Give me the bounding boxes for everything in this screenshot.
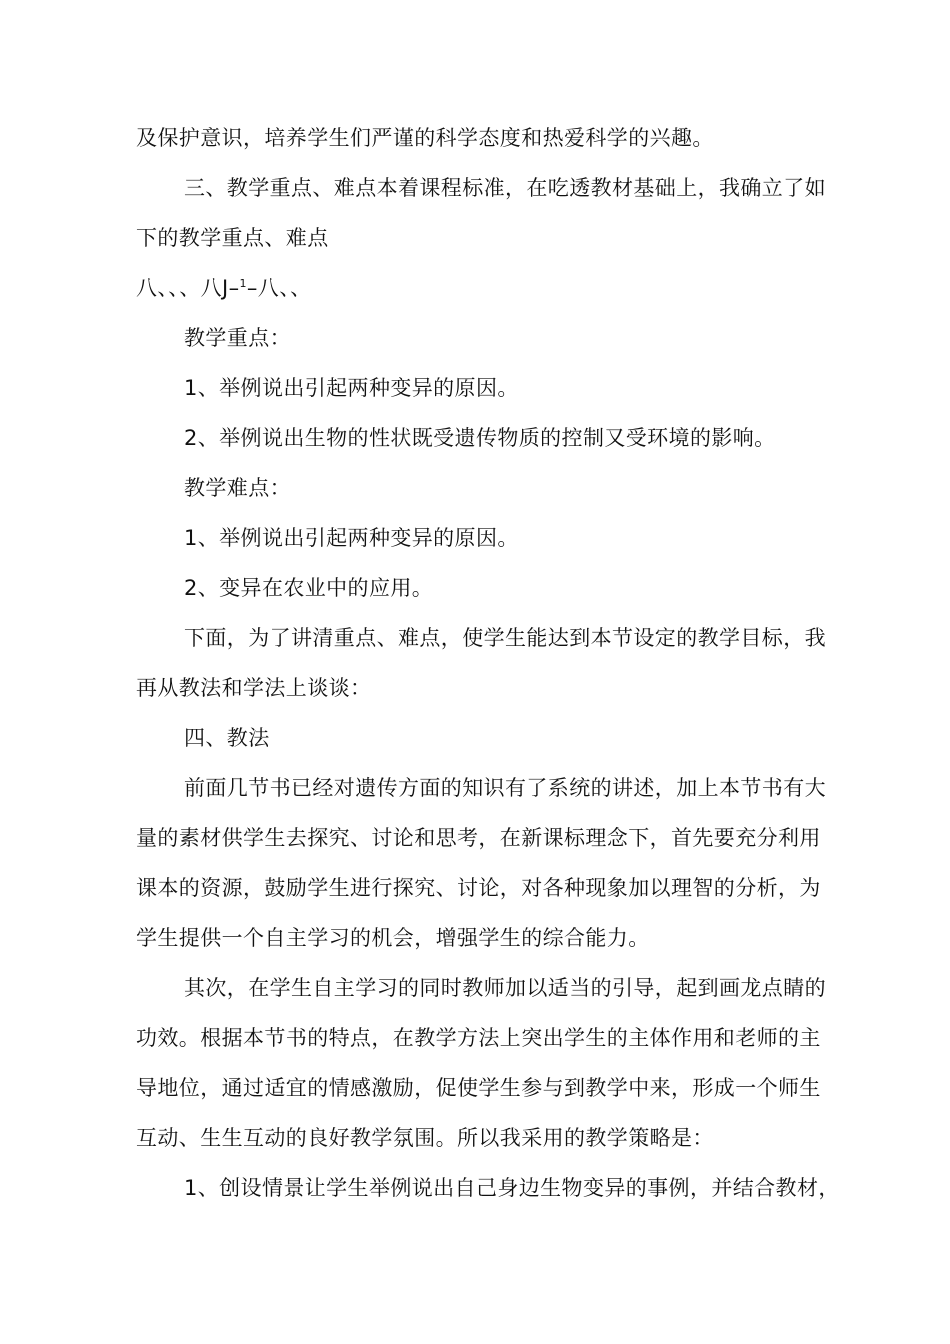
garbled-text-part: –八、、 [246, 276, 312, 300]
garbled-text-part: 八、、、八J– [136, 276, 240, 300]
paragraph-line: 其次，在学生自主学习的同时教师加以适当的引导，起到画龙点睛的 [184, 976, 826, 1000]
paragraph-line: 互动、生生互动的良好教学氛围。所以我采用的教学策略是： [136, 1126, 714, 1150]
section-heading-line: 四、教法 [184, 726, 270, 750]
subheading-line: 教学重点： [184, 326, 291, 350]
subheading-line: 教学难点： [184, 476, 291, 500]
list-item: 2、变异在农业中的应用。 [184, 576, 434, 600]
paragraph-line: 导地位，通过适宜的情感激励，促使学生参与到教学中来，形成一个师生 [136, 1076, 821, 1100]
paragraph-line: 学生提供一个自主学习的机会，增强学生的综合能力。 [136, 926, 650, 950]
list-item: 2、举例说出生物的性状既受遗传物质的控制又受环境的影响。 [184, 426, 776, 450]
paragraph-line: 下的教学重点、难点 [136, 226, 329, 250]
list-item: 1、举例说出引起两种变异的原因。 [184, 526, 519, 550]
paragraph-line: 再从教法和学法上谈谈： [136, 676, 372, 700]
list-item: 1、举例说出引起两种变异的原因。 [184, 376, 519, 400]
superscript-text: 1 [239, 277, 247, 290]
section-heading-line: 三、教学重点、难点本着课程标准，在吃透教材基础上，我确立了如 [184, 176, 826, 200]
garbled-ocr-line [136, 273, 312, 303]
paragraph-line: 量的素材供学生去探究、讨论和思考，在新课标理念下，首先要充分利用 [136, 826, 821, 850]
paragraph-line: 及保护意识，培养学生们严谨的科学态度和热爱科学的兴趣。 [136, 126, 714, 150]
paragraph-line: 下面，为了讲清重点、难点，使学生能达到本节设定的教学目标，我 [184, 626, 826, 650]
list-item: 1、创设情景让学生举例说出自己身边生物变异的事例，并结合教材， [184, 1176, 840, 1200]
paragraph-line: 功效。根据本节书的特点，在教学方法上突出学生的主体作用和老师的主 [136, 1026, 821, 1050]
paragraph-line: 前面几节书已经对遗传方面的知识有了系统的讲述，加上本节书有大 [184, 776, 826, 800]
paragraph-line: 课本的资源，鼓励学生进行探究、讨论，对各种现象加以理智的分析，为 [136, 876, 821, 900]
